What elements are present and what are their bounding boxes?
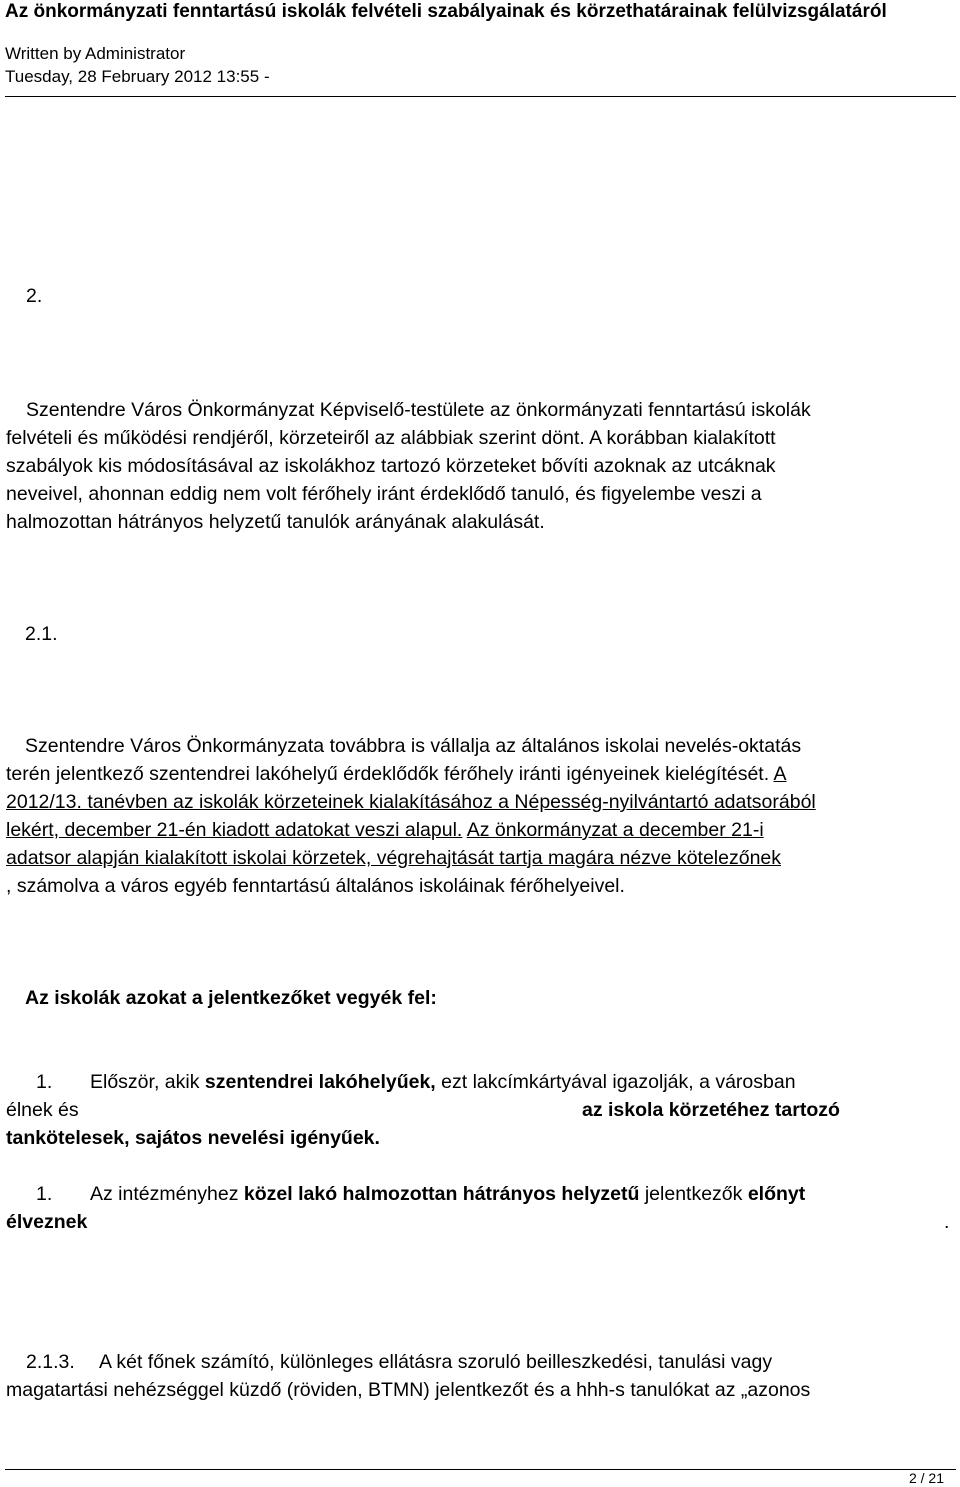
section21-line-3: 2012/13. tanévben az iskolák körzeteinek kialakításához a Népesség-nyilvántartó adatsorából: [6, 791, 816, 813]
section21-line-2: [6, 760, 787, 788]
section21-line-4-underlined-2: Az önkormányzat a december 21-i: [466, 819, 764, 841]
section21-line-4: [6, 816, 764, 844]
section-number-2-1: 2.1.: [25, 623, 58, 645]
section21-line-6: , számolva a város egyéb fenntartású általános iskoláinak férőhelyeivel.: [6, 875, 625, 897]
section2-line-3: szabályok kis módosításával az iskolákhoz tartozó körzeteket bővíti azoknak az utcáknak: [6, 455, 776, 477]
admission-item1-line-2a: élnek és: [6, 1099, 79, 1121]
item2-text-bold-2: előnyt: [747, 1183, 806, 1205]
section213-line-1: A két főnek számító, különleges ellátásra szoruló beilleszkedési, tanulási vagy: [99, 1351, 773, 1373]
footer-divider: [5, 1469, 956, 1470]
item2-text-c: jelentkezők: [639, 1183, 748, 1205]
section2-line-1: Szentendre Város Önkormányzat Képviselő-testülete az önkormányzati fenntartású iskolák: [26, 399, 811, 421]
item2-text-bold: közel lakó halmozottan hátrányos helyzetű: [243, 1183, 640, 1205]
header-divider: [5, 96, 956, 97]
admission-item1-line-3: tankötelesek, sajátos nevelési igényűek.: [6, 1127, 380, 1149]
author-line: Written by Administrator: [5, 44, 186, 63]
section21-line-2-text: terén jelentkező szentendrei lakóhelyű érdeklődők férőhely iránti igényeinek kielégítését.: [6, 763, 774, 785]
admission-item1-line-2b: az iskola körzetéhez tartozó: [582, 1099, 840, 1121]
admission-item2-line-1: [90, 1180, 805, 1208]
section-number-2-1-3: 2.1.3.: [26, 1351, 75, 1373]
section-number-2: 2.: [26, 285, 43, 307]
item1-text-c: ezt lakcímkártyával igazolják, a városban: [435, 1071, 796, 1093]
admission-item2-period: .: [944, 1211, 950, 1233]
page-number: 2 / 21: [908, 1470, 944, 1486]
item1-text-bold: szentendrei lakóhelyűek,: [204, 1071, 436, 1093]
item2-text-a: Az intézményhez: [90, 1183, 244, 1205]
section2-line-2: felvételi és működési rendjéről, körzeteiről az alábbiak szerint dönt. A korábban kialakított: [6, 427, 776, 449]
admission-item1-line-1: [90, 1068, 796, 1096]
section213-line-2: magatartási nehézséggel küzdő (röviden, BTMN) jelentkezőt és a hhh-s tanulókat az „azonos: [6, 1379, 811, 1401]
admission-item2-number: 1.: [36, 1183, 53, 1205]
section21-line-5: adatsor alapján kialakított iskolai körzetek, végrehajtását tartja magára nézve kötelezőnek: [6, 847, 782, 869]
admission-heading: Az iskolák azokat a jelentkezőket vegyék fel:: [25, 987, 437, 1009]
section2-line-4: neveivel, ahonnan eddig nem volt férőhely iránt érdeklődő tanuló, és figyelembe veszi a: [6, 483, 762, 505]
admission-item1-number: 1.: [36, 1071, 53, 1093]
date-line: Tuesday, 28 February 2012 13:55 -: [5, 67, 270, 86]
document-title: Az önkormányzati fenntartású iskolák felvételi szabályainak és körzethatárainak felülvizsgálatáról: [5, 1, 887, 22]
section21-line-1: Szentendre Város Önkormányzata továbbra is vállalja az általános iskolai nevelés-oktatás: [25, 735, 802, 757]
section21-line-4-underlined: lekért, december 21-én kiadott adatokat veszi alapul.: [6, 819, 463, 841]
admission-item2-line-2: élveznek: [6, 1211, 88, 1233]
item1-text-a: Először, akik: [90, 1071, 205, 1093]
section21-link-start: A: [773, 763, 787, 785]
section2-line-5: halmozottan hátrányos helyzetű tanulók arányának alakulását.: [6, 511, 545, 533]
